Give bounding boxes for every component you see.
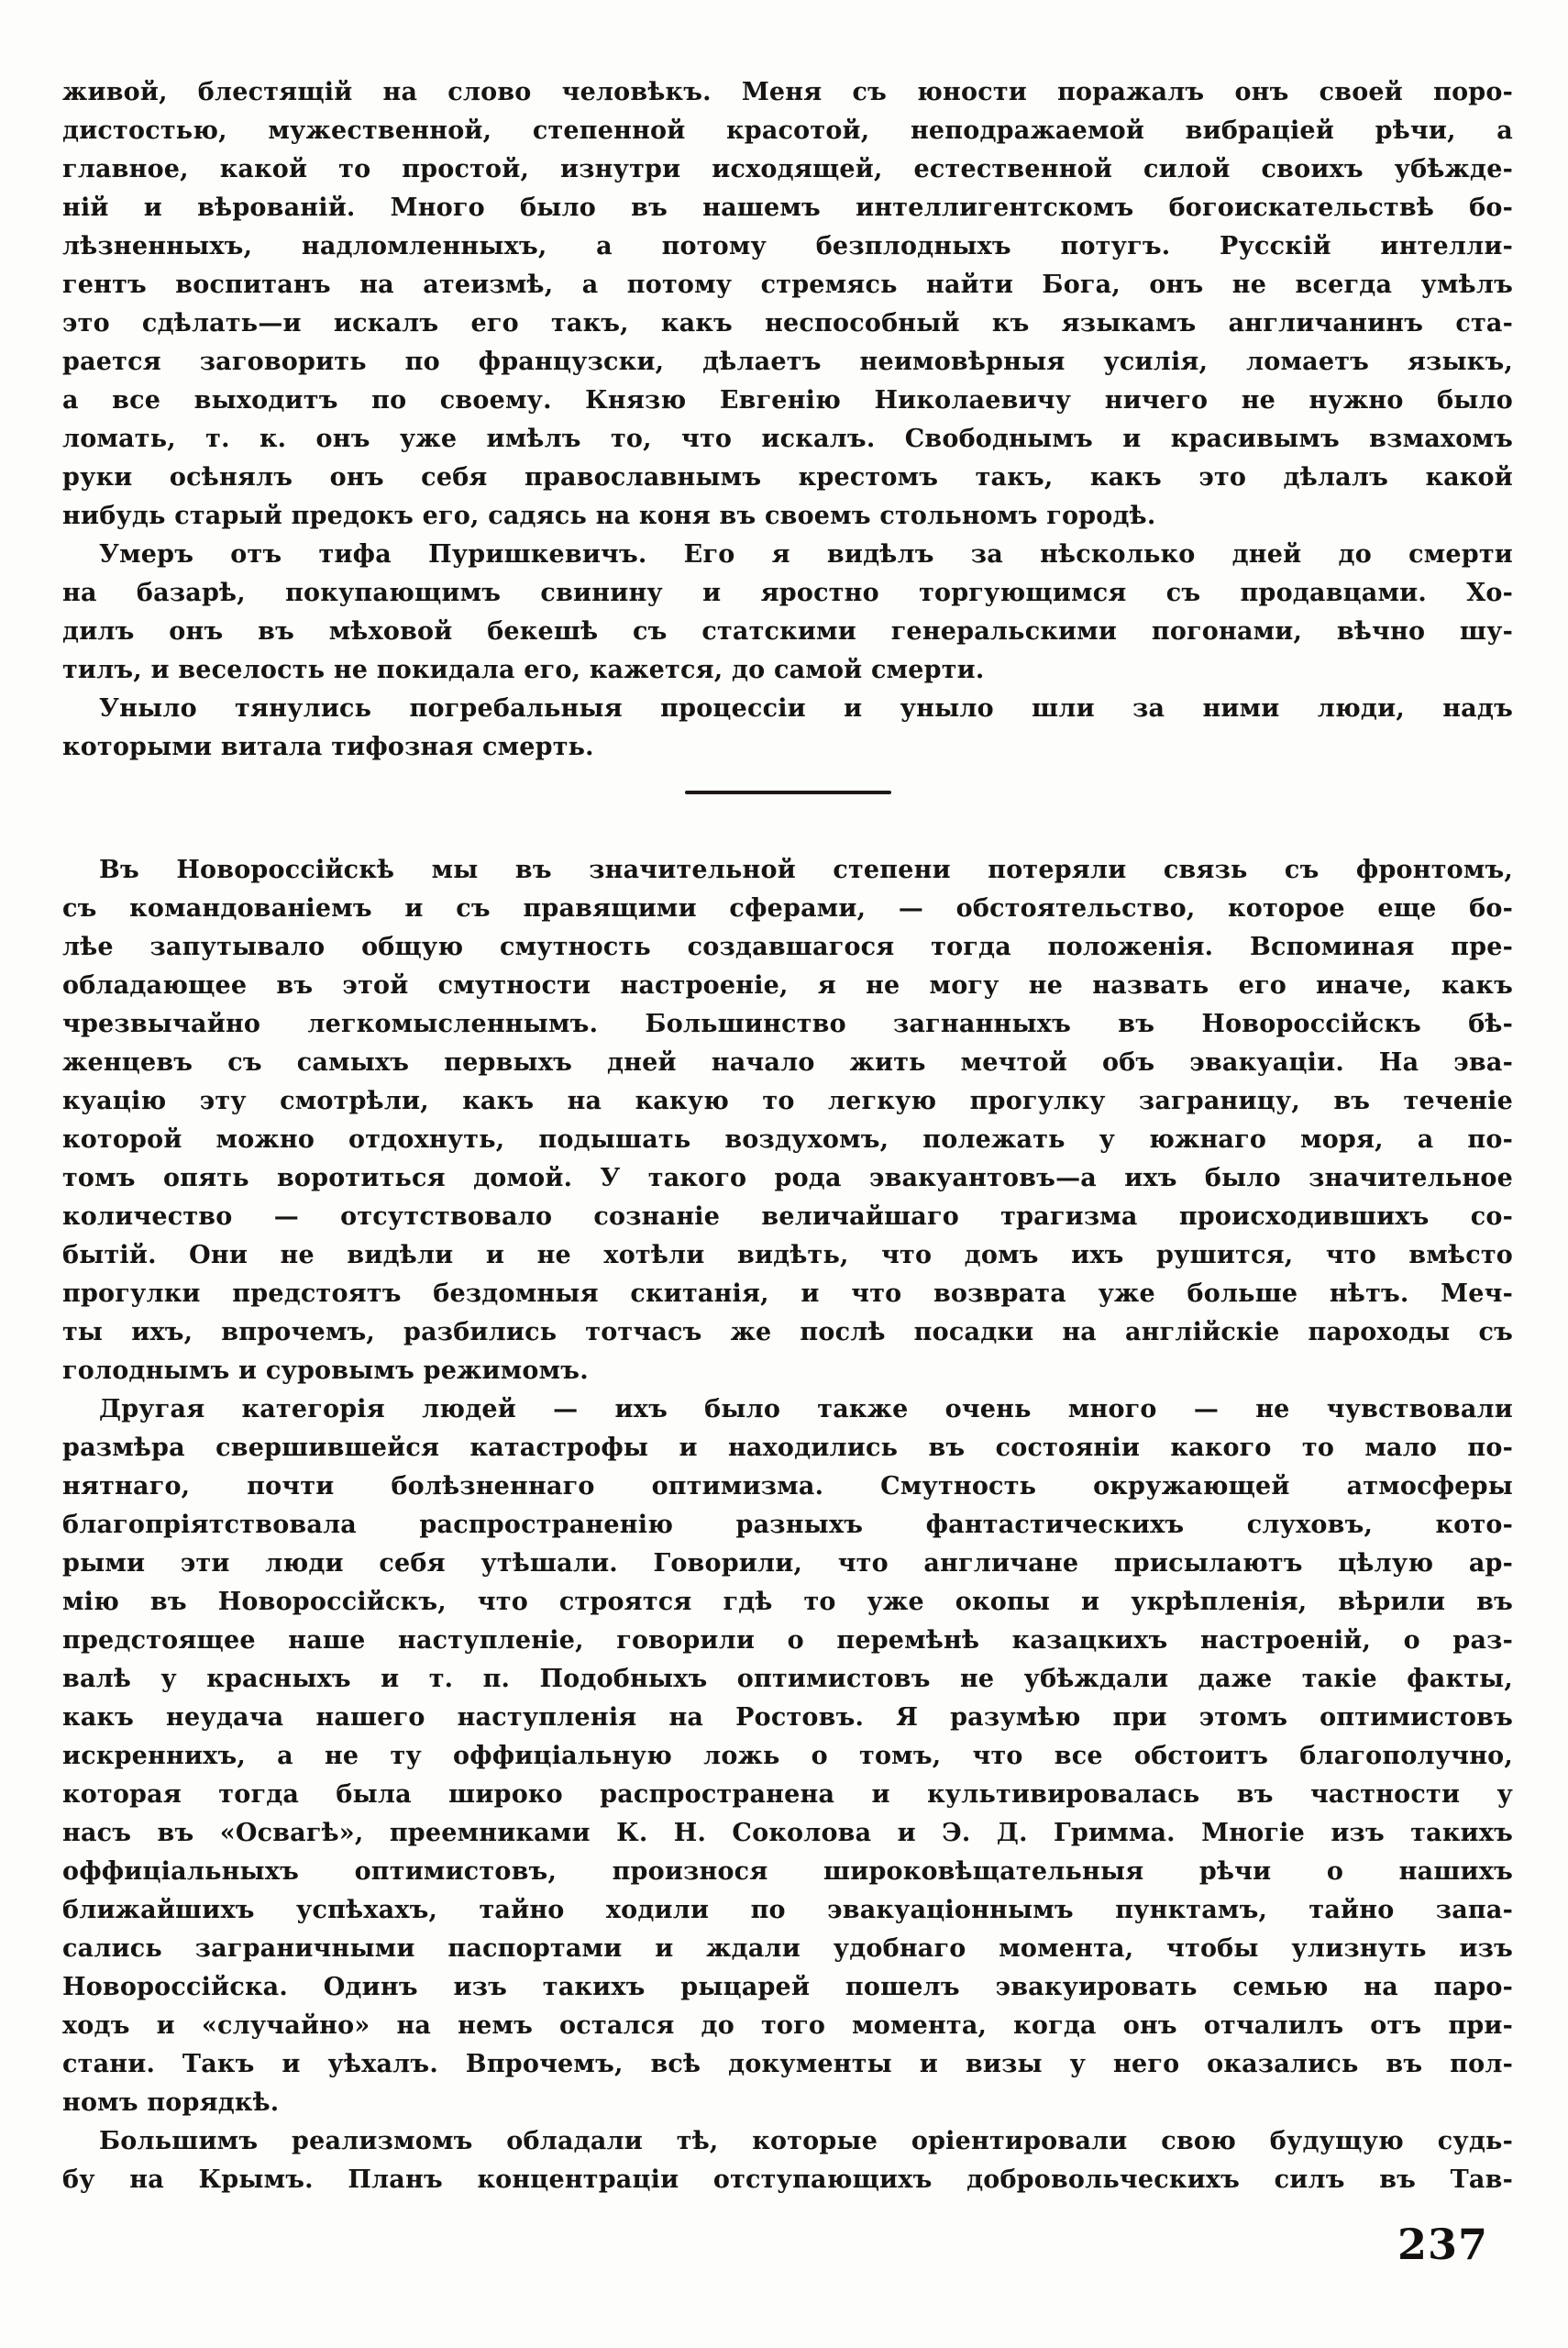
- text-line: номъ порядкѣ.: [62, 2088, 280, 2117]
- text-line: Большимъ реализмомъ обладали тѣ, которые оріентировали свою будущую судь-: [99, 2127, 1513, 2155]
- paragraph: [62, 536, 1513, 690]
- text-line: Умеръ отъ тифа Пуришкевичъ. Его я видѣлъ за нѣсколько дней до смерти: [99, 540, 1513, 569]
- page-number: 237: [1397, 2220, 1489, 2269]
- text-line: оффиціальныхъ оптимистовъ, произнося широковѣщательныя рѣчи о нашихъ: [62, 1857, 1513, 1886]
- text-line: размѣра свершившейся катастрофы и находились въ состояніи какого то мало по-: [62, 1434, 1513, 1462]
- text-line: дистостью, мужественной, степенной красотой, неподражаемой вибраціей рѣчи, а: [62, 116, 1513, 145]
- paragraph: [62, 851, 1513, 1390]
- text-line: обладающее въ этой смутности настроеніе, я не могу не назвать его иначе, какъ: [62, 971, 1513, 1000]
- text-line: искреннихъ, а не ту оффиціальную ложь о томъ, что все обстоитъ благополучно,: [62, 1742, 1513, 1770]
- text-line: Другая категорія людей — ихъ было также очень много — не чувствовали: [99, 1395, 1513, 1423]
- text-line: женцевъ съ самыхъ первыхъ дней начало жить мечтой объ эвакуаціи. На эва-: [62, 1048, 1513, 1077]
- text-line: Новороссійска. Одинъ изъ такихъ рыцарей пошелъ эвакуировать семью на паро-: [62, 1973, 1513, 2001]
- text-line: голоднымъ и суровымъ режимомъ.: [62, 1357, 589, 1385]
- text-line: которой можно отдохнуть, подышать воздухомъ, полежать у южнаго моря, а по-: [62, 1125, 1513, 1154]
- text-line: благопріятствовала распространенію разныхъ фантастическихъ слуховъ, кото-: [62, 1511, 1513, 1539]
- text-line: съ командованіемъ и съ правящими сферами, — обстоятельство, которое еще бо-: [62, 894, 1513, 923]
- text-line: нятнаго, почти болѣзненнаго оптимизма. Смутность окружающей атмосферы: [62, 1472, 1513, 1501]
- text-line: ходъ и «случайно» на немъ остался до того момента, когда онъ отчалилъ отъ при-: [62, 2011, 1513, 2040]
- text-line: которыми витала тифозная смерть.: [62, 733, 594, 761]
- text-line: предстоящее наше наступленіе, говорили о перемѣнѣ казацкихъ настроеній, о раз-: [62, 1626, 1513, 1655]
- text-line: куацію эту смотрѣли, какъ на какую то легкую прогулку заграницу, въ теченіе: [62, 1087, 1513, 1115]
- text-line: которая тогда была широко распространена и культивировалась въ частности у: [62, 1780, 1513, 1809]
- text-line: лѣзненныхъ, надломленныхъ, а потому безплодныхъ потугъ. Русскій интелли-: [62, 232, 1513, 260]
- text-line: ній и вѣрованій. Много было въ нашемъ интеллигентскомъ богоискательствѣ бо-: [62, 194, 1513, 222]
- text-line: мію въ Новороссійскъ, что строятся гдѣ то уже окопы и укрѣпленія, вѣрили въ: [62, 1588, 1513, 1616]
- text-line: ближайшихъ успѣхахъ, тайно ходили по эвакуаціоннымъ пунктамъ, тайно запа-: [62, 1896, 1513, 1924]
- text-line: насъ въ «Освагѣ», преемниками К. Н. Соколова и Э. Д. Гримма. Многіе изъ такихъ: [62, 1819, 1513, 1847]
- text-line: а все выходитъ по своему. Князю Евгенію Николаевичу ничего не нужно было: [62, 386, 1513, 415]
- text-line: Уныло тянулись погребальныя процессіи и уныло шли за ними люди, надъ: [99, 694, 1513, 723]
- text-line: сались заграничными паспортами и ждали удобнаго момента, чтобы улизнуть изъ: [62, 1934, 1513, 1963]
- section-divider-rule: [685, 791, 891, 794]
- paragraph: [62, 690, 1513, 767]
- text-line: стани. Такъ и уѣхалъ. Впрочемъ, всѣ документы и визы у него оказались въ пол-: [62, 2050, 1513, 2078]
- text-line: количество — отсутствовало сознаніе величайшаго трагизма происходившихъ со-: [62, 1202, 1513, 1231]
- text-line: бу на Крымъ. Планъ концентраціи отступающихъ добровольческихъ силъ въ Тав-: [62, 2165, 1513, 2194]
- text-line: чрезвычайно легкомысленнымъ. Большинство загнанныхъ въ Новороссійскъ бѣ-: [62, 1010, 1513, 1038]
- text-line: это сдѣлать—и искалъ его такъ, какъ неспособный къ языкамъ англичанинъ ста-: [62, 309, 1513, 338]
- text-line: лѣе запутывало общую смутность создавшагося тогда положенія. Вспоминая пре-: [62, 933, 1513, 961]
- text-line: ломать, т. к. онъ уже имѣлъ то, что искалъ. Свободнымъ и красивымъ взмахомъ: [62, 425, 1513, 453]
- text-line: главное, какой то простой, изнутри исходящей, естественной силой своихъ убѣжде-: [62, 155, 1513, 183]
- page-text: [62, 73, 1513, 2199]
- text-line: Въ Новороссійскѣ мы въ значительной степени потеряли связь съ фронтомъ,: [99, 856, 1513, 884]
- text-line: руки осѣнялъ онъ себя православнымъ крестомъ такъ, какъ это дѣлалъ какой: [62, 463, 1513, 492]
- text-line: прогулки предстоятъ бездомныя скитанія, и что возврата уже больше нѣтъ. Меч-: [62, 1279, 1513, 1308]
- text-line: дилъ онъ въ мѣховой бекешѣ съ статскими генеральскими погонами, вѣчно шу-: [62, 617, 1513, 646]
- text-line: какъ неудача нашего наступленія на Ростовъ. Я разумѣю при этомъ оптимистовъ: [62, 1703, 1513, 1732]
- text-line: гентъ воспитанъ на атеизмѣ, а потому стремясь найти Бога, онъ не всегда умѣлъ: [62, 271, 1513, 299]
- text-line: живой, блестящій на слово человѣкъ. Меня съ юности поражалъ онъ своей поро-: [62, 78, 1513, 106]
- text-line: рыми эти люди себя утѣшали. Говорили, что англичане присылаютъ цѣлую ар-: [62, 1549, 1513, 1578]
- paragraph: [62, 73, 1513, 536]
- text-line: рается заговорить по французски, дѣлаетъ неимовѣрныя усилія, ломаетъ языкъ,: [62, 348, 1513, 376]
- text-line: бытій. Они не видѣли и не хотѣли видѣть, что домъ ихъ рушится, что вмѣсто: [62, 1241, 1513, 1269]
- text-line: томъ опять воротиться домой. У такого рода эвакуантовъ—а ихъ было значительное: [62, 1164, 1513, 1192]
- text-line: нибудь старый предокъ его, садясь на коня въ своемъ стольномъ городѣ.: [62, 502, 1156, 530]
- text-line: валѣ у красныхъ и т. п. Подобныхъ оптимистовъ не убѣждали даже такіе факты,: [62, 1665, 1513, 1693]
- paragraph: [62, 1390, 1513, 2122]
- text-line: тилъ, и веселость не покидала его, кажется, до самой смерти.: [62, 656, 985, 684]
- text-line: ты ихъ, впрочемъ, разбились тотчасъ же послѣ посадки на англійскіе пароходы съ: [62, 1318, 1513, 1346]
- paragraph: [62, 2122, 1513, 2199]
- text-line: на базарѣ, покупающимъ свинину и яростно торгующимся съ продавцами. Хо-: [62, 579, 1513, 607]
